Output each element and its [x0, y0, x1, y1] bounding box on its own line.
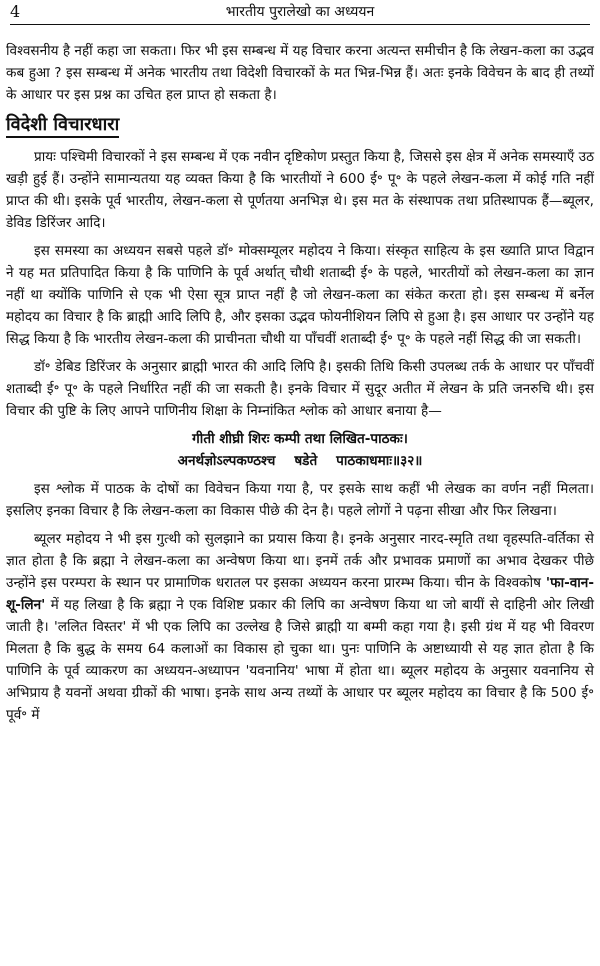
page-body: [6, 40, 594, 726]
bold-term: 'फा-वान-शू-लिन': [6, 575, 594, 613]
paragraph: डॉ॰ डेबिड डिरिंजर के अनुसार ब्राह्मी भारत की आदि लिपि है। इसकी तिथि किसी उपलब्ध तर्क के आधार पर पाँचवीं शताब्दी ई॰ पू॰ के पहले निर्धारित नहीं की जा सकती है। इनके विचार में सुदूर अतीत में लेखन के प्रति जनरुचि थी। इस विचार की पुष्टि के लिए आपने पाणिनीय शिक्षा के निम्नांकित श्लोक को आधार बनाया है—: [6, 359, 594, 419]
page-number: 4: [10, 2, 21, 21]
final-paragraph-part1: ब्यूलर महोदय ने भी इस गुत्थी को सुलझाने का प्रयास किया है। इनके अनुसार नारद-स्मृति तथा वृहस्पति-वर्तिका से ज्ञात होता है कि ब्रह्मा ने लेखन-कला का अन्वेषण किया था। इनमें तर्क और प्रभावक प्रमाणों का अभाव देखकर पीछे उन्होंने इस परम्परा के स्थान पर प्रामाणिक धरातल पर इसका अध्ययन करना प्रारम्भ किया। चीन के विश्वकोष: [6, 531, 594, 591]
intro-paragraph: विश्वसनीय है नहीं कहा जा सकता। फिर भी इस सम्बन्ध में यह विचार करना अत्यन्त समीचीन है कि लेखन-कला का उद्भव कब हुआ ? इस सम्बन्ध में अनेक भारतीय तथा विदेशी विचारकों के मत भिन्न-भिन्न हैं। अतः इनके विवेचन के बाद ही तथ्यों के आधार पर इस प्रश्न का उचित हल प्राप्त हो सकता है।: [6, 43, 594, 103]
verse-line-1: गीती शीघ्री शिरः कम्पी तथा लिखित-पाठकः।: [192, 431, 408, 447]
paragraph: प्रायः पश्चिमी विचारकों ने इस सम्बन्ध में एक नवीन दृष्टिकोण प्रस्तुत किया है, जिससे इस क्षेत्र में अनेक समस्याएँ उठ खड़ी हुई हैं। उन्होंने सामान्यतया यह व्यक्त किया है कि भारतीयों ने 600 ई॰ पू॰ के पहले लेखन-कला में कोई गति नहीं प्राप्त की थी। इसके पूर्व भारतीय, लेखन-कला से पूर्णतया अनभिज्ञ थे। इस मत के संस्थापक तथा प्रतिस्थापक हैं—ब्यूलर, डेविड डिरिंजर आदि।: [6, 149, 594, 231]
verse-line-2: अनर्थज्ञोऽल्पकण्ठश्च षडेते पाठकाधमाः॥३२॥: [177, 453, 423, 469]
final-paragraph: [6, 528, 594, 726]
page-header: [6, 0, 594, 26]
section-heading-text: विदेशी विचारधारा: [6, 114, 119, 138]
paragraph: इस समस्या का अध्ययन सबसे पहले डॉ॰ मोक्सम्यूलर महोदय ने किया। संस्कृत साहित्य के इस ख्याति प्राप्त विद्वान ने यह मत प्रतिपादित किया है कि पाणिनि के पूर्व अर्थात् चौथी शताब्दी ई॰ के पहले, भारतीयों को लेखन-कला का ज्ञान नहीं था क्योंकि पाणिनि से एक भी ऐसा सूत्र प्राप्त नहीं है जो लेखन-कला का संकेत करता हो। इस सम्बन्ध में बर्नेल महोदय का विचार है कि ब्राह्मी आदि लिपि है, और इसका उद्भव फोयनीशियन लिपि से हुआ है। इस आधार पर उन्होंने यह सिद्ध किया है कि भारतीय लेखन-कला की प्राचीनता चौथी या पाँचवीं शताब्दी ई॰ पू॰ के पहले नहीं सिद्ध की जा सकती।: [6, 243, 594, 347]
section-heading: [6, 114, 594, 136]
header-rule: [10, 24, 590, 25]
final-paragraph-part2: में यह लिखा है कि ब्रह्मा ने एक विशिष्ट प्रकार की लिपि का अन्वेषण किया था जो बायीं से दाहिनी ओर लिखी जाती है। 'ललित विस्तर' में भी एक लिपि का उल्लेख है जिसे ब्राह्मी या बम्मी कहा गया है। इसी ग्रंथ में यह भी विवरण मिलता है कि बुद्ध के समय 64 कलाओं का विकास हो चुका था। पुनः पाणिनि के अष्टाध्यायी से यह ज्ञात होता है कि पाणिनि के पूर्व व्याकरण का अध्ययन-अध्यापन 'यवनानिय' भाषा में होता था। ब्यूलर महोदय के अनुसार यवनानिय से अभिप्राय है यवनों अथवा ग्रीकों की भाषा। इनके साथ अन्य तथ्यों के आधार पर ब्यूलर महोदय का विचार है कि 500 ई॰ पूर्व॰ में: [6, 597, 594, 723]
paragraph: इस श्लोक में पाठक के दोषों का विवेचन किया गया है, पर इसके साथ कहीं भी लेखक का वर्णन नहीं मिलता। इसलिए इनका विचार है कि लेखन-कला का विकास पीछे की देन है। पहले लोगों ने पढ़ना सीखा और फिर लिखना।: [6, 481, 594, 519]
running-title: भारतीय पुरालेखो का अध्ययन: [225, 4, 375, 20]
sanskrit-verse: [6, 428, 594, 472]
